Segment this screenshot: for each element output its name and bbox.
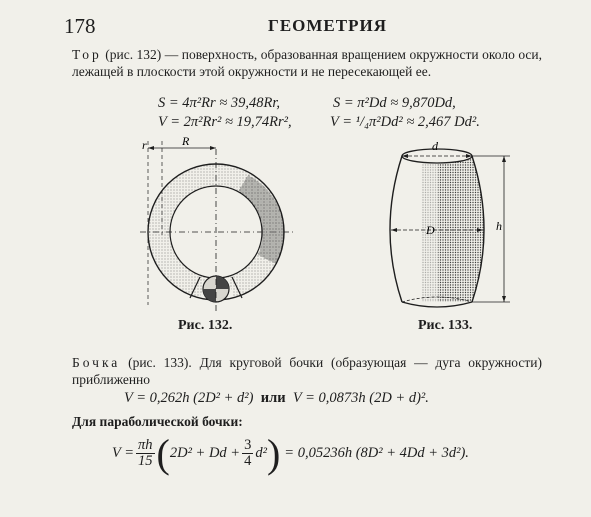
label-D: D bbox=[426, 223, 435, 237]
torus-definition: (рис. 132) — поверхность, образованная вращением окружности около оси, лежащей в плоскости этой окружности и не пересекающей ее. bbox=[72, 47, 542, 79]
label-r: r bbox=[142, 138, 147, 152]
label-R: R bbox=[182, 135, 190, 148]
barrel-paragraph bbox=[72, 354, 542, 388]
pf-mid1: 2D² + Dd + bbox=[169, 445, 241, 461]
label-d: d bbox=[432, 139, 438, 153]
barrel-formula-a: V = 0,262h (2D² + d²) bbox=[124, 390, 254, 406]
figure-133-caption: Рис. 133. bbox=[418, 318, 473, 333]
pf-close-paren: ) bbox=[266, 430, 281, 476]
torus-formula-v2: V = ¹/₄π²Dd² ≈ 2,467 Dd². bbox=[330, 114, 480, 130]
pf-denominator: 15 bbox=[138, 453, 153, 469]
pf-denominator-2: 4 bbox=[244, 453, 252, 469]
parabolic-formula bbox=[112, 430, 469, 476]
figure-132-caption: Рис. 132. bbox=[178, 318, 233, 333]
pf-mid2: d² bbox=[255, 445, 267, 461]
torus-formula-s2: S = π²Dd ≈ 9,870Dd, bbox=[333, 95, 456, 111]
barrel-formula-b: V = 0,0873h (2D + d)². bbox=[292, 390, 429, 406]
torus-paragraph bbox=[72, 46, 542, 80]
torus-formula-v1: V = 2π²Rr² ≈ 19,74Rr², bbox=[158, 114, 292, 130]
parabolic-heading: Для параболической бочки: bbox=[72, 414, 243, 429]
barrel-formula-line bbox=[124, 390, 429, 407]
figure-133-barrel bbox=[372, 134, 522, 312]
pf-fraction-2 bbox=[242, 438, 253, 469]
pf-open-paren: ( bbox=[156, 430, 170, 476]
pf-fraction bbox=[136, 438, 155, 469]
torus-term: Тор bbox=[72, 47, 102, 62]
label-h: h bbox=[496, 219, 502, 233]
figure-132-torus bbox=[128, 135, 300, 315]
barrel-text: (рис. 133). Для круговой бочки (образующая — дуга окружности) приближенно bbox=[72, 355, 542, 387]
pf-numerator-2: 3 bbox=[244, 437, 252, 453]
page-title: ГЕОМЕТРИЯ bbox=[268, 16, 387, 35]
barrel-term: Бочка bbox=[72, 355, 121, 370]
page-number: 178 bbox=[64, 14, 96, 38]
barrel-or: или bbox=[260, 390, 286, 406]
pf-numerator: πh bbox=[138, 437, 153, 453]
pf-rhs: = 0,05236h (8D² + 4Dd + 3d²). bbox=[284, 445, 469, 461]
torus-formula-s1: S = 4π²Rr ≈ 39,48Rr, bbox=[158, 95, 280, 111]
pf-lhs: V = bbox=[112, 445, 135, 461]
